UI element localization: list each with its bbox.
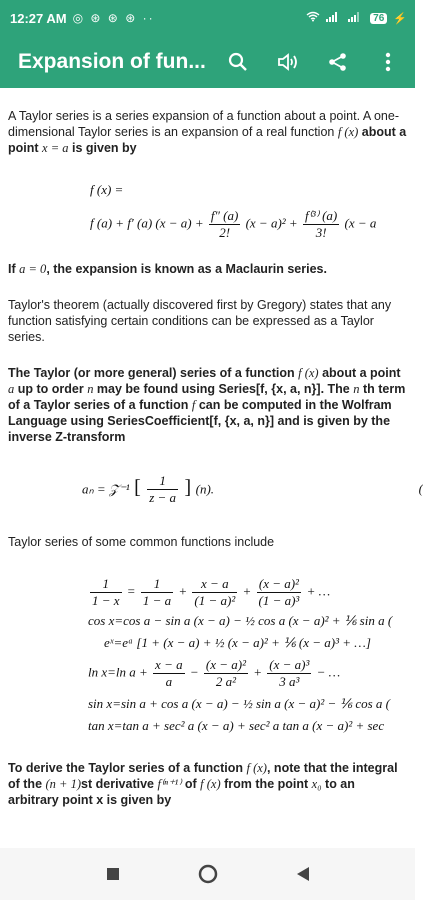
inverse-z-formula: aₙ = 𝒵⁻¹ [ $\frac{1}{z - a}$ ] (n). ( [82, 473, 423, 505]
intro-paragraph: A Taylor series is a series expansion of a function about a point. A one-dimensional Taylor series is an expansion of a real function f (x) about a point x = a is given by [8, 109, 407, 155]
maclaurin-paragraph: If a = 0, the expansion is known as a Maclaurin series. [8, 262, 327, 276]
charging-icon: ⚡ [393, 12, 407, 25]
status-right [306, 11, 407, 25]
series-paragraph: The Taylor (or more general) series of a function f (x) about a point a up to order n may be found using Series[f, {x, a, n}]. The n th term of a Taylor series of a function f can be computed in the Wolfram Language using SeriesCoefficient[f, {x, a, n}] and is given by the inverse Z-transform [8, 366, 406, 444]
status-time: 12:27 AM [10, 10, 67, 26]
battery-indicator: 76 [370, 13, 387, 24]
volume-icon[interactable] [271, 45, 305, 79]
home-circle-icon[interactable] [198, 864, 218, 884]
app-bar-actions [221, 45, 405, 79]
recents-square-icon[interactable] [103, 864, 123, 884]
fraction: $\frac{1}{z - a}$ [149, 473, 177, 505]
app-bar [0, 36, 415, 88]
series-geometric: $\frac{1}{1 - x}$ = $\frac{1}{1 - a}$ + $\frac{x - a}{\text{(1 − a)²}}$ + $\frac{\text{(x − a)²}}{\text{(1 − a)³}}$ + … [92, 576, 331, 608]
share-icon[interactable] [321, 45, 355, 79]
series-exp: eˣ=eᵃ [1 + (x − a) + ½ (x − a)² + ⅙ (x − a)³ + …] [104, 635, 371, 650]
wifi-icon [306, 11, 320, 25]
taylor-formula [90, 182, 415, 241]
notification-icons: ◎ ⊛ ⊛ ⊛ ·· [72, 11, 155, 25]
series-list [88, 576, 415, 734]
navigation-bar [0, 848, 415, 900]
article-content[interactable] [0, 88, 423, 848]
series-sin: sin x=sin a + cos a (x − a) − ½ sin a (x − a)² − ⅙ cos a ( [88, 696, 391, 711]
taylor-theorem-paragraph: Taylor's theorem (actually discovered first by Gregory) states that any function satisfying certain conditions can be expressed as a Taylor series. [8, 298, 392, 344]
common-functions-paragraph: Taylor series of some common functions include [8, 535, 275, 549]
more-vert-icon[interactable] [371, 45, 405, 79]
taylor-formula-rhs: f (a) + f′ (a) (x − a) + $\frac{f'' (a)}{2!}$ (x − a)² + $\frac{\text{f⁽³⁾ (a)}}{3!}$ (x − a [90, 208, 377, 240]
taylor-formula-lhs: f (x) = [90, 182, 124, 197]
fraction: $\frac{\text{f⁽³⁾ (a)}}{3!}$ [304, 208, 338, 240]
series-tan: tan x=tan a + sec² a (x − a) + sec² a tan a (x − a)² + sec [88, 718, 385, 733]
fraction: $\frac{f'' (a)}{2!}$ [210, 208, 239, 240]
search-icon[interactable] [221, 45, 255, 79]
series-cos: cos x=cos a − sin a (x − a) − ½ cos a (x − a)² + ⅙ sin a ( [88, 613, 393, 628]
back-triangle-icon[interactable] [293, 864, 313, 884]
signal-icon-2 [348, 12, 364, 25]
derivation-paragraph: To derive the Taylor series of a function f (x), note that the integral of the (n + 1)st derivative f⁽ⁿ⁺¹⁾ of f (x) from the point x₀ to an arbitrary point x is given by [8, 761, 398, 807]
signal-icon [326, 12, 342, 25]
status-bar [0, 0, 415, 36]
page-title: Expansion of fun... [18, 50, 206, 73]
series-ln: ln x=ln a + $\frac{x - a}{a}$ − $\frac{\text{(x − a)²}}{\text{2 a²}}$ + $\frac{\text{(x − a)³}}{\text{3 a³}}$ − … [88, 657, 341, 689]
